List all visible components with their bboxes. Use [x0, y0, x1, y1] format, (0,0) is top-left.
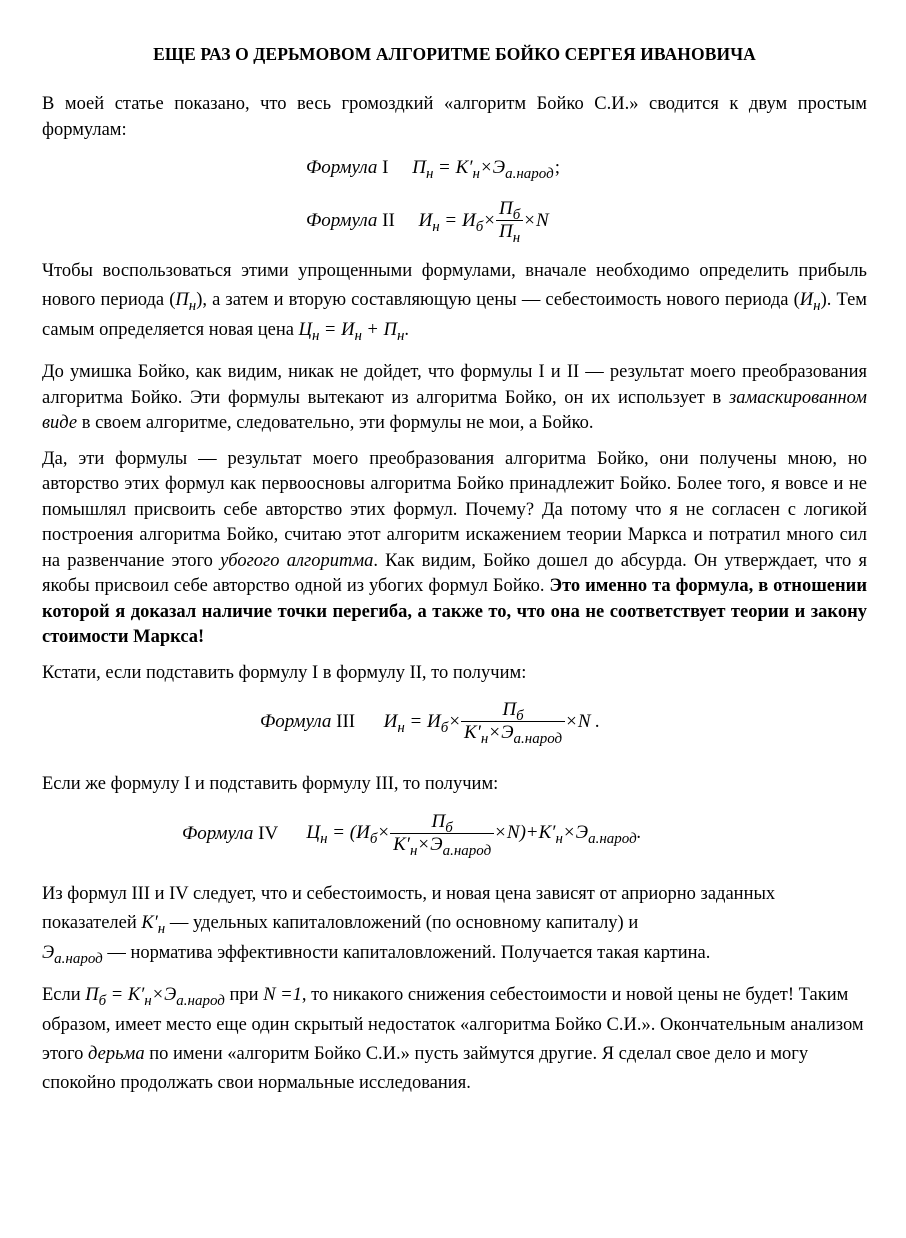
document-page: [42, 44, 867, 1098]
formula-label: Формула: [260, 710, 332, 732]
paragraph-2: Чтобы воспользоваться этими упрощенными формулами, вначале необходимо определить прибыль нового периода $(П_н)$, а затем и вторую составляющую цены — себестоимость нового периода $(И_н)$. Тем самым определяется новая цена $Ц_н = И_н + П_н$.: [42, 261, 867, 344]
paragraph-6: Если же формулу I и подставить формулу III, то получим:: [42, 774, 499, 794]
paragraph-4: Да, эти формулы — результат моего преобразования алгоритма Бойко, они получены мною, но авторство этих формул как первоосновы алгоритма Бойко принадлежит Бойко. Более того, я вовсе и не помышлял присвоить себе авторство этих формул. Почему? Да потому что я не согласен с логикой построения алгоритма Бойко, считаю этот алгоритм искажением теории Маркса и потратил много сил на развенчание этого убогого алгоритма. Как видим, Бойко дошел до абсурда. Он утверждает, что я якобы присвоил себе авторство одной из убогих формул Бойко. Это именно та формула, в отношении которой я доказал наличие точки перегиба, а также то, что она не соответствует теории и закону стоимости Маркса!: [42, 448, 867, 647]
formula-number: I: [382, 157, 389, 178]
formula-2: Формула II $И_н = И_б\times$ $\frac{П_б}{П_н}$ ×N: [306, 198, 549, 246]
paragraph-3: До умишка Бойко, как видим, никак не дойдет, что формулы I и II — результат моего преобразования алгоритма Бойко. Эти формулы вытекают из алгоритма Бойко, он их использует в замаскированном виде в своем алгоритме, следовательно, эти формулы не мои, а Бойко.: [42, 362, 867, 433]
formula-4: Формула IV $Ц_н = (И_б\times$ $\frac{П_б}{K'_н\times Э_{а.народ}}$ $\times N)+K'_н\times Э_{а.народ}$.: [182, 810, 642, 859]
formula-1: Формула I $П_н = K'_н\times Э_{а.народ}$;: [306, 157, 560, 182]
formula-number: III: [336, 710, 356, 732]
formula-number: IV: [258, 822, 278, 844]
paragraph-8: Если $П_б = K'_н\times Э_{а.народ}$ при N =1, то никакого снижения себестоимости и новой цены не будет! Таким образом, имеет место еще один скрытый недостаток «алгоритма Бойко С.И.». Окончательным анализом этого дерьма по имени «алгоритм Бойко С.И.» пусть займутся другие. Я сделал свое дело и могу спокойно продолжать свои нормальные исследования.: [42, 984, 864, 1093]
page-title: ЕЩЕ РАЗ О ДЕРЬМОВОМ АЛГОРИТМЕ БОЙКО СЕРГЕЯ ИВАНОВИЧА: [153, 44, 756, 64]
formula-label: Формула: [306, 209, 378, 231]
formula-number: II: [382, 209, 395, 231]
formula-label: Формула: [306, 157, 378, 178]
paragraph-5: Кстати, если подставить формулу I в формулу II, то получим:: [42, 662, 527, 683]
formula-3: Формула III $И_н = И_б\times$ $\frac{П_б}{K'_н\times Э_{а.народ}}$ ×N .: [260, 699, 601, 747]
paragraph-7: Из формул III и IV следует, что и себестоимость, и новая цена зависят от априорно заданных показателей $K'_н$ — удельных капиталовложений (по основному капиталу) и $Э_{а.народ}$ — норматива эффективности капиталовложений. Получается такая картина.: [42, 883, 776, 967]
formula-label: Формула: [182, 822, 254, 844]
paragraph-intro: В моей статье показано, что весь громоздкий «алгоритм Бойко С.И.» сводится к двум простым формулам:: [42, 94, 867, 140]
